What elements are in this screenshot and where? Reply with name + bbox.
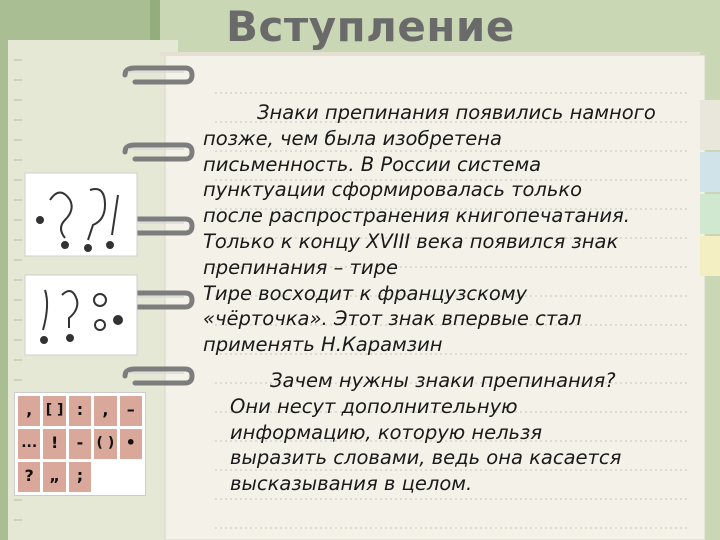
intro-paragraph <box>203 100 703 358</box>
punct-cell: , <box>94 396 116 426</box>
text-line: «чёрточка». Этот знак впервые стал <box>203 307 582 331</box>
text-line: позже, чем была изобретена <box>203 126 502 150</box>
text-line: применять Н.Карамзин <box>203 333 443 357</box>
text-line: Тире восходит к французскому <box>203 281 528 305</box>
text-line: высказывания в целом. <box>230 472 473 496</box>
punct-cell: - <box>69 429 91 459</box>
punct-cell: [ ] <box>43 396 65 426</box>
punct-cell: : <box>69 396 91 426</box>
punct-cell: – <box>120 396 142 426</box>
text-line: Они несут дополнительную <box>230 394 518 418</box>
text-line: Знаки препинания появились намного <box>257 101 656 124</box>
punct-cell: ; <box>69 462 91 492</box>
text-line: пунктуации сформировалась только <box>203 178 583 202</box>
punct-cell: • <box>120 429 142 459</box>
punct-cell: , <box>18 396 40 426</box>
text-line: Только к концу XVIII века появился знак <box>203 229 619 253</box>
punct-cell: ( ) <box>94 429 116 459</box>
page-title: Вступление <box>226 2 515 51</box>
punct-cell: ! <box>43 429 65 459</box>
question-paragraph <box>230 368 700 497</box>
punct-cell: ... <box>18 429 40 459</box>
punct-cell: ? <box>18 462 40 492</box>
text-line: информацию, которую нельзя <box>230 420 543 444</box>
text-line: выразить словами, ведь она касается <box>230 446 622 470</box>
punct-cell: „ <box>43 462 65 492</box>
text-line: письменность. В России система <box>203 152 542 176</box>
punctuation-table <box>14 392 146 496</box>
text-line: после распространения книгопечатания. <box>203 204 630 228</box>
text-line: препинания – тире <box>203 255 398 279</box>
text-line: Зачем нужны знаки препинания? <box>270 369 616 392</box>
